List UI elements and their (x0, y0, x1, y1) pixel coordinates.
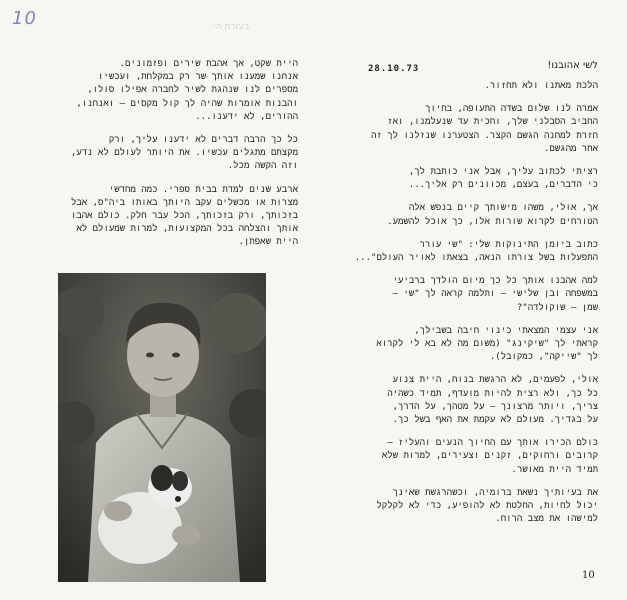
right-text-line: אולי, לפעמים, לא הרגשת בנוח, היית צנוע (392, 375, 598, 386)
left-text-line: מצרות או מכשלים עקב היותך באותו ביה"ס, אבל (71, 197, 298, 208)
left-text-line: וזה הקשה מכל. (227, 161, 298, 172)
right-paragraph (318, 487, 598, 527)
right-text-line: התפעלות בשל צורתו הנאה, בצאתו לאויר העולם"... (354, 253, 598, 264)
right-paragraph (318, 80, 598, 93)
right-paragraph (318, 166, 598, 192)
right-text-line: לך "שייקה", כמקובל). (489, 352, 598, 363)
right-text-line: כל כך, ולא רצית להיות מועדף, תמיד כשהיה (387, 388, 598, 399)
left-text-line: אותך והצלחה בכל המקצועות, למרות שמעולם לא (76, 224, 298, 235)
right-text-line: על בגדיך. מעולם לא עקמת את האף בשל כך. (392, 415, 598, 426)
page-number: 10 (582, 570, 595, 581)
left-text-column (32, 58, 298, 260)
right-text-line: אמרה לנו שלום בשדה התעופה, בחיוך (425, 104, 598, 115)
photo-illustration (58, 273, 266, 582)
right-text-line: חזרת למחנה הגשם הקצר. הצטערנו שנזלנו לך זה (371, 130, 598, 141)
right-text-line: קרובים ורחוקים, זקנים וצעירים, למרות שלא (381, 451, 598, 462)
right-paragraph (318, 202, 598, 228)
left-text-line: היית שאפתן. (238, 237, 298, 248)
left-paragraph (32, 58, 298, 124)
right-paragraph (318, 239, 598, 265)
right-text-line: את בעיותיך נשאת ברומיה, וכשהרגשת שאינך (392, 487, 598, 498)
right-text-line: למישהו את מצב הרוח. (495, 514, 598, 525)
right-paragraph (318, 437, 598, 477)
right-text-line: קראתי לך "שיקינג" (משום מה לא בא לי לקרוא (376, 339, 598, 350)
right-text-line: הטורחים לקרוא שורות אלו, כך אוכל להשמע. (387, 216, 598, 227)
right-text-line: למה אהבנו אותך כל כך מיום הולדך ברביעי (392, 276, 598, 287)
right-text-line: תמיד היית מאושר. (511, 464, 598, 475)
left-paragraph (32, 134, 298, 174)
right-paragraph (318, 103, 598, 156)
left-text-line: אנחנו שמענו אותך שר רק במקלחת, ועכשיו (98, 72, 298, 83)
right-text-line: אחר מהגשם. (543, 143, 598, 154)
right-text-line: הלכת מאתנו ולא תחזור. (484, 81, 598, 91)
left-text-line: ההורים, לא ידענו... (195, 111, 298, 122)
right-paragraph (318, 325, 598, 365)
left-text-line: והבנות אומרות שהיה לך קול מקסים – ואנחנו, (76, 98, 298, 109)
right-text-line: צריך, ויותר מרצונך – על מטהך, על הדרך, (392, 401, 598, 412)
right-text-line: כולם הכירו אותך עם החיוך הנעים והעליז – (387, 438, 598, 449)
left-text-line: מקצתם מתגלים עכשיו. את היותר לעולם לא נדע, (71, 148, 298, 159)
right-text-line: במשפחה ובן שלישי – ותלמה קראה לך "שי – (392, 289, 598, 300)
boy-with-puppy-photo (58, 273, 266, 582)
handwritten-page-number: 10 (12, 8, 37, 29)
right-text-line: שמן – שוקולדה"? (516, 302, 598, 313)
right-text-line: כי הדברים, בעצם, מכוונים רק אליך... (408, 180, 598, 191)
left-text-line: כל כך הרבה דברים לא ידענו עליך, ורק (108, 135, 298, 146)
left-text-line: מספרים לנו שנהגת לשיר לחברה אפילו סולו, (87, 85, 298, 96)
right-text-line: רציתי לכתוב עליך, אבל אני כותבת לך, (408, 167, 598, 178)
left-text-line: בזכותך, ורק בזכותך, הכל עבר חלק. כולם אהבו (70, 211, 298, 222)
right-text-line: החביב הסבלני שלך, וחכית עד שנעלמנו, ואז (387, 117, 598, 128)
right-text-line: יכול לחיות, החלטת לא להופיע, כדי לא לקלקל (376, 501, 598, 512)
right-paragraph (318, 374, 598, 427)
right-text-line: אך, אולי, משהו מישותך קיים בנפש אלה (408, 203, 598, 214)
right-text-line: כתוב ביומן התינוקות שלי: "שי עורר (419, 239, 598, 250)
right-text-line: אני עצמי המצאתי כינוי חיבה בשבילך, (414, 325, 598, 336)
left-text-line: היית שקט, אך אהבת שירים ופזמונים. (119, 59, 298, 69)
faint-bleedthrough-header: בעזרת ה׳ (212, 22, 250, 32)
right-text-column (318, 80, 598, 536)
letter-salutation: לשי אהובנו! (547, 60, 598, 71)
left-paragraph (32, 184, 298, 250)
left-text-line: ארבע שנים למדת בבית ספרי. כמה מחדשי (108, 184, 298, 195)
letter-date: 28.10.73 (368, 64, 420, 74)
right-paragraph (318, 275, 598, 315)
